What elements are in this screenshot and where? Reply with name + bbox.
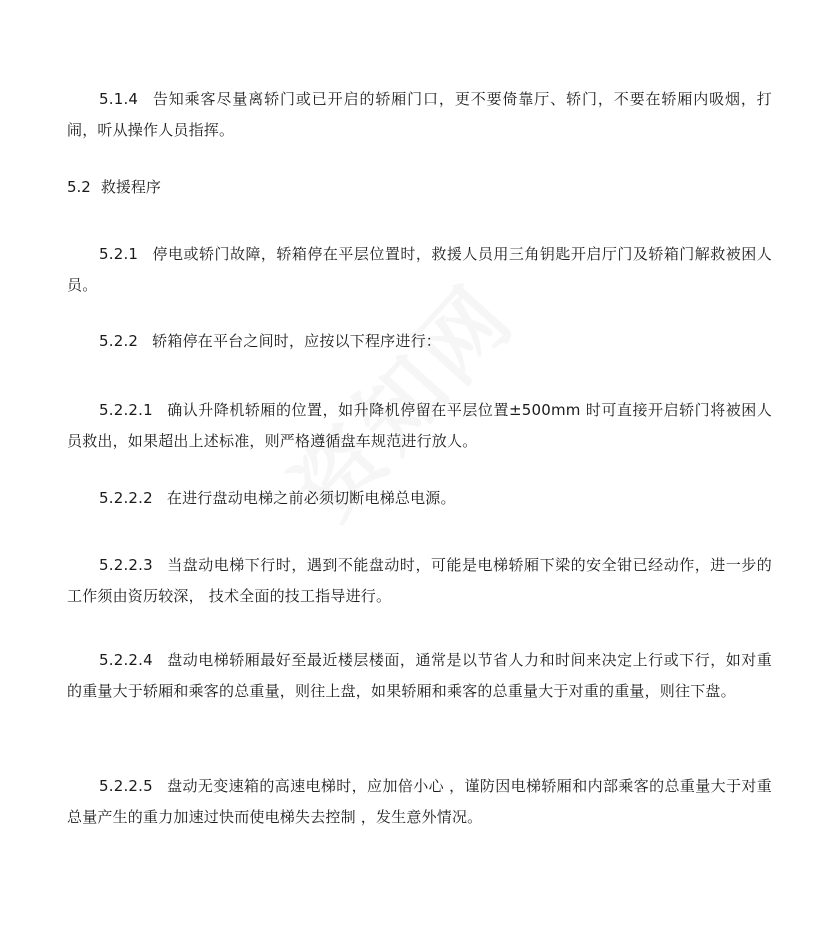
section-number: 5.2.2 — [99, 332, 139, 350]
section-number: 5.2.1 — [99, 245, 139, 263]
paragraph-text: 盘动无变速箱的高速电梯时，应加倍小心 ，谨防因电梯轿厢和内部乘客的总重量大于对重总量产生的重力加速过快而使电梯失去控制 ，发生意外情况。 — [67, 777, 772, 826]
paragraph-5-2-2-5 — [67, 771, 772, 833]
paragraph-text: 当盘动电梯下行时，遇到不能盘动时，可能是电梯轿厢下梁的安全钳已经动作，进一步的工作须由资历较深， 技术全面的技工指导进行。 — [67, 556, 772, 605]
section-title: 救援程序 — [100, 178, 161, 196]
paragraph-5-2-2-4 — [67, 645, 772, 707]
paragraph-5-2-2-2 — [67, 483, 772, 514]
section-number: 5.2.2.1 — [99, 401, 153, 419]
section-number: 5.2.2.5 — [99, 777, 153, 795]
paragraph-text: 盘动电梯轿厢最好至最近楼层楼面，通常是以节省人力和时间来决定上行或下行，如对重的重量大于轿厢和乘客的总重量，则往上盘，如果轿厢和乘客的总重量大于对重的重量，则往下盘。 — [67, 651, 772, 700]
paragraph-5-2-1 — [67, 239, 772, 301]
section-number: 5.2 — [67, 178, 91, 196]
section-heading-5-2 — [67, 172, 161, 203]
section-number: 5.2.2.3 — [99, 556, 153, 574]
paragraph-text: 在进行盘动电梯之前必须切断电梯总电源。 — [166, 489, 456, 507]
paragraph-5-2-2-3 — [67, 550, 772, 612]
section-number: 5.1.4 — [99, 90, 139, 108]
paragraph-5-1-4 — [67, 84, 772, 146]
paragraph-5-2-2 — [67, 326, 772, 357]
paragraph-text: 确认升降机轿厢的位置，如升降机停留在平层位置±500mm 时可直接开启轿门将被困人员救出，如果超出上述标准，则严格遵循盘车规范进行放人。 — [67, 401, 772, 450]
paragraph-text: 轿箱停在平台之间时，应按以下程序进行： — [152, 332, 441, 350]
paragraph-5-2-2-1 — [67, 395, 772, 457]
section-number: 5.2.2.4 — [99, 651, 153, 669]
paragraph-text: 停电或轿门故障，轿箱停在平层位置时，救援人员用三角钥匙开启厅门及轿箱门解救被困人员。 — [67, 245, 772, 294]
section-number: 5.2.2.2 — [99, 489, 153, 507]
paragraph-text: 告知乘客尽量离轿门或已开启的轿厢门口，更不要倚靠厅、轿门，不要在轿厢内吸烟，打闹，听从操作人员指挥。 — [67, 90, 772, 139]
